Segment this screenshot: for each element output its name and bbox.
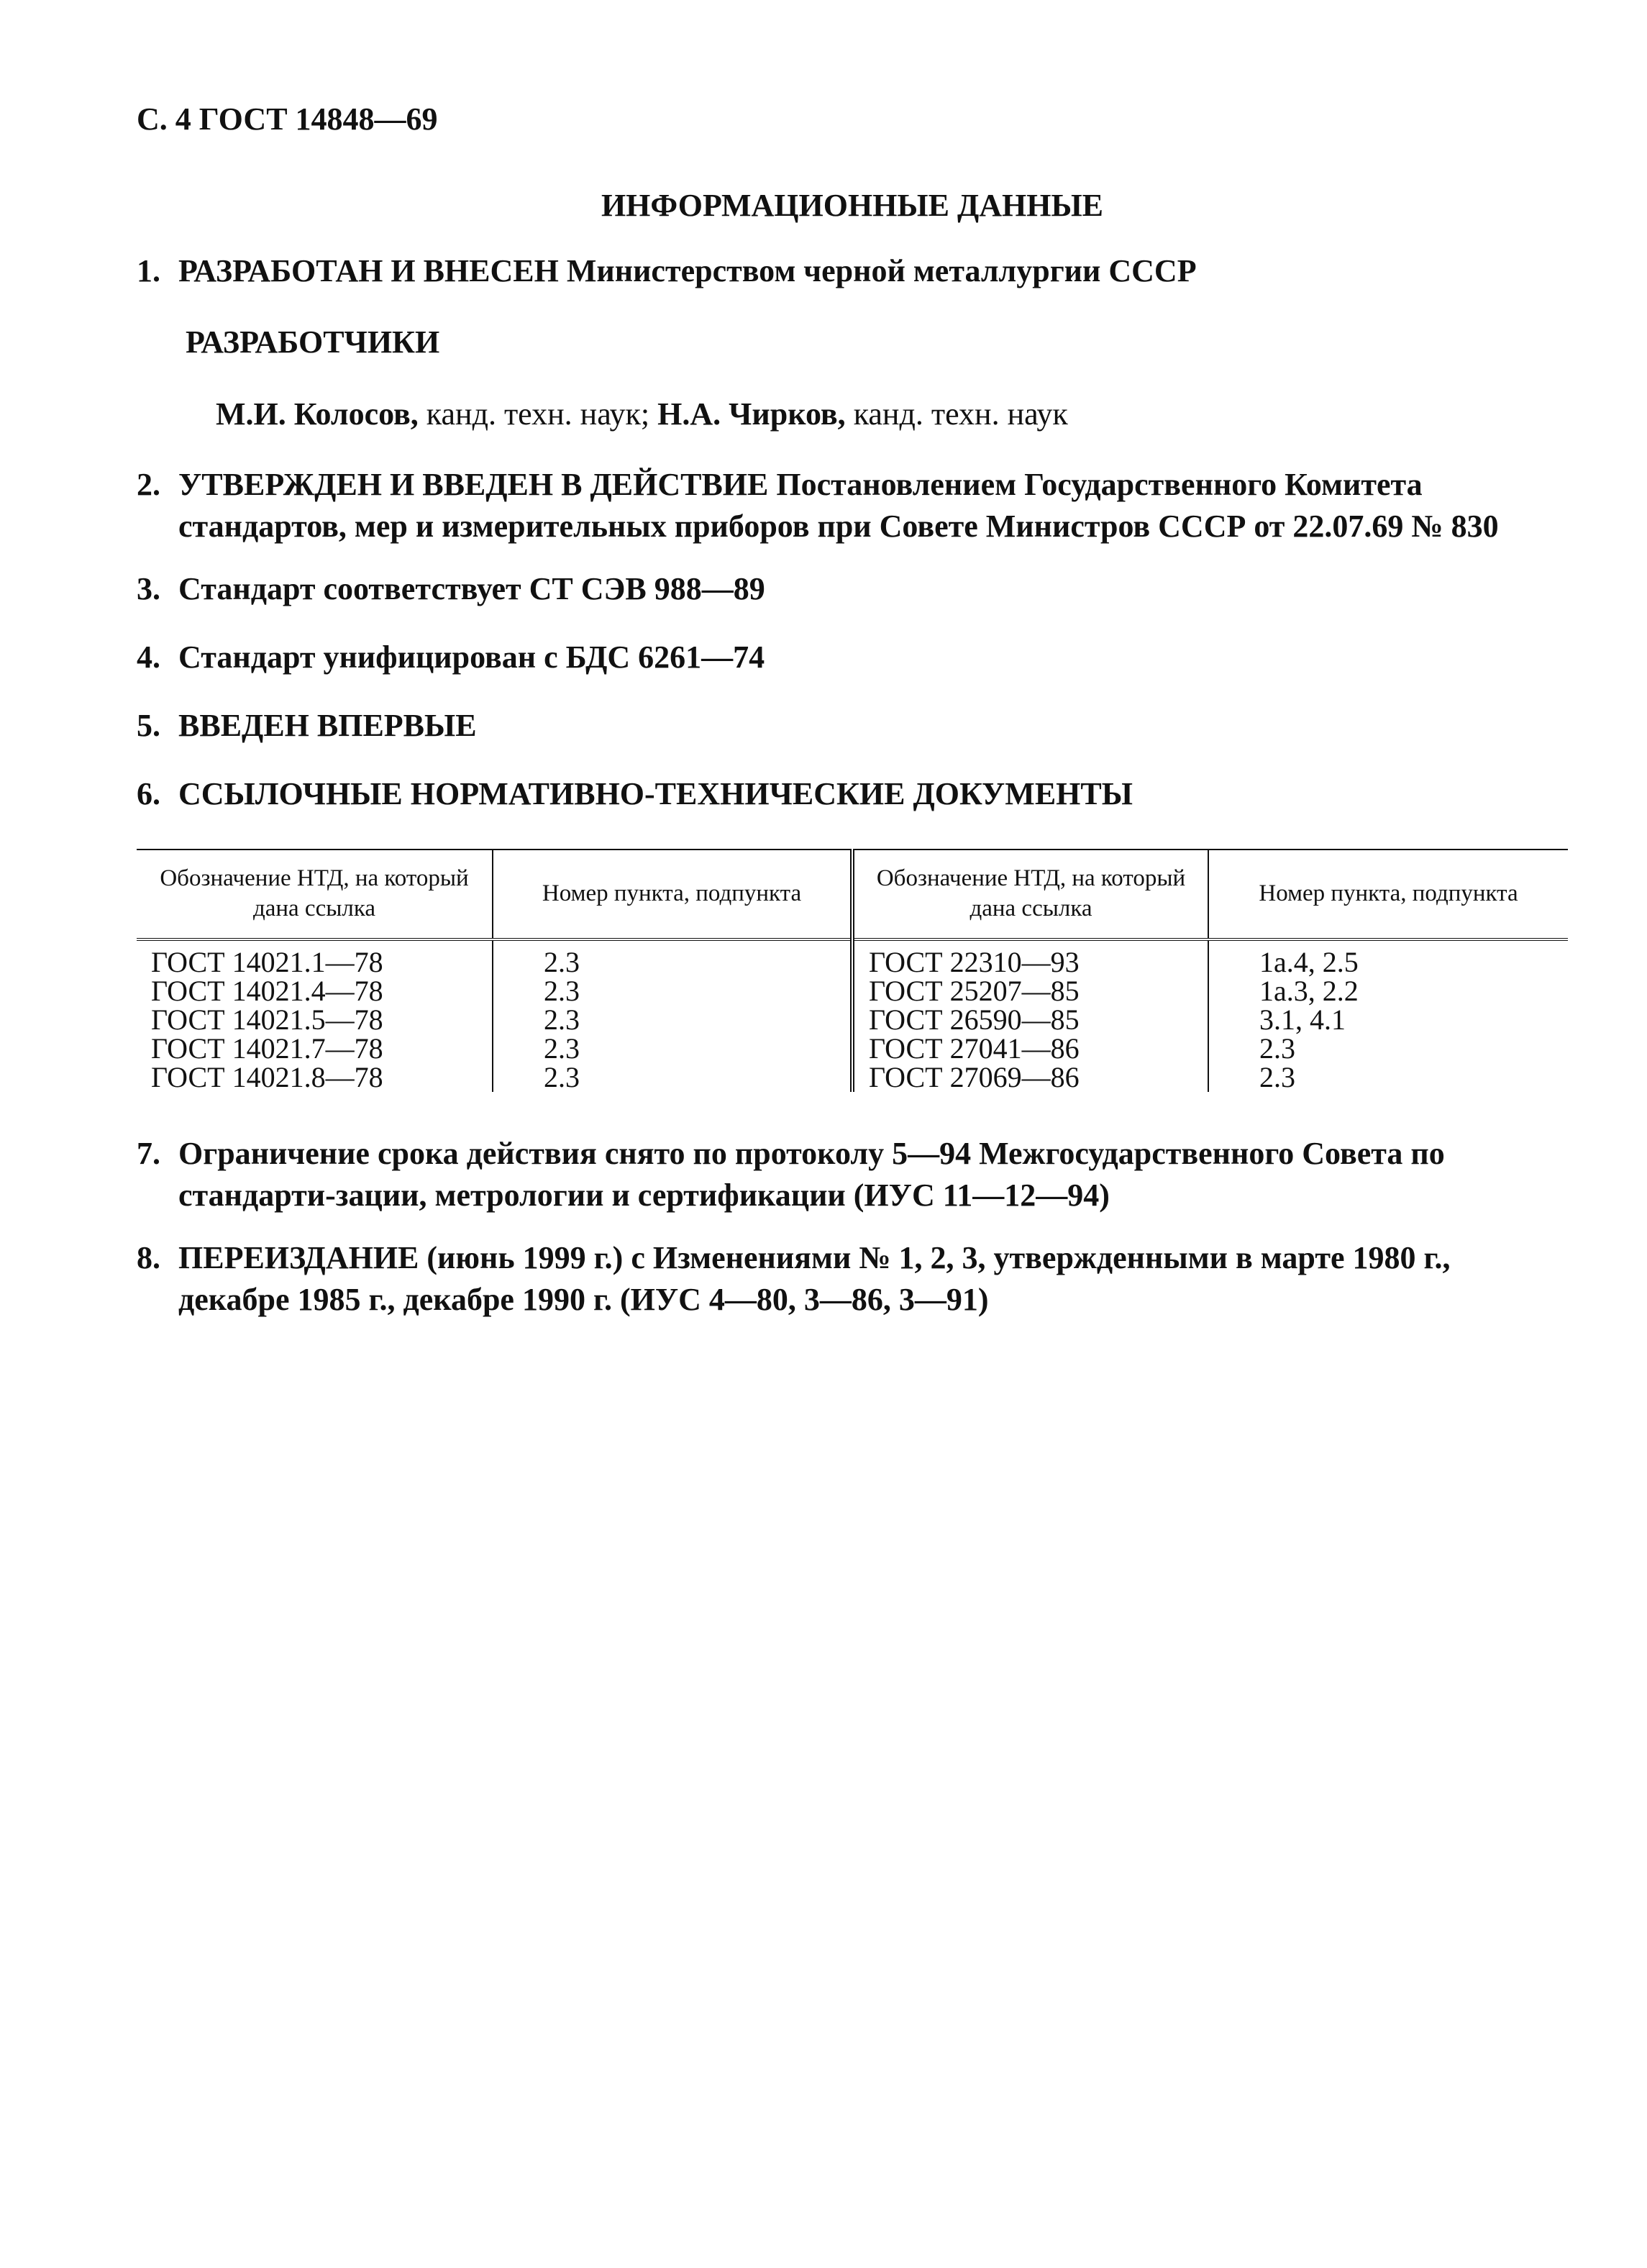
developer-name: М.И. Колосов, [216,396,419,432]
table-cell: 2.3 [1208,1063,1568,1092]
item-8 [137,1237,1568,1321]
table-cell: ГОСТ 26590—85 [852,1006,1208,1034]
table-cell: 1а.3, 2.2 [1208,977,1568,1006]
item-number: 5. [137,708,160,743]
item-5 [137,705,1568,747]
item-number: 6. [137,776,160,811]
table-row [137,1006,1568,1034]
item-7 [137,1133,1568,1216]
item-1 [137,250,1568,292]
page-header: С. 4 ГОСТ 14848—69 [137,101,438,137]
table-row [137,1034,1568,1063]
table-cell: ГОСТ 25207—85 [852,977,1208,1006]
developer-title: канд. техн. наук; [418,396,658,432]
page-title: ИНФОРМАЦИОННЫЕ ДАННЫЕ [601,188,1104,223]
references-table [137,849,1568,1092]
developers-list [216,396,1068,432]
table-cell: ГОСТ 27069—86 [852,1063,1208,1092]
item-number: 7. [137,1136,160,1171]
item-text: Ограничение срока действия снято по протоколу 5—94 Межгосударственного Совета по стандарти-зации, метрологии и сертификации (ИУС 11—12—94) [178,1136,1445,1213]
table-row [137,977,1568,1006]
item-number: 8. [137,1240,160,1275]
item-number: 1. [137,253,160,288]
table-row [137,1063,1568,1092]
item-text: ВВЕДЕН ВПЕРВЫЕ [178,708,477,743]
table-cell: 1а.4, 2.5 [1208,939,1568,977]
table-cell: ГОСТ 14021.5—78 [151,1003,383,1036]
table-cell: 2.3 [493,939,852,977]
table-cell: 3.1, 4.1 [1208,1006,1568,1034]
developer-title: канд. техн. наук [845,396,1068,432]
item-6 [137,773,1568,815]
column-header: Номер пункта, подпункта [1208,850,1568,939]
table-row [137,939,1568,977]
item-number: 3. [137,571,160,606]
column-header: Обозначение НТД, на который дана ссылка [852,850,1208,939]
item-text: УТВЕРЖДЕН И ВВЕДЕН В ДЕЙСТВИЕ Постановлением Государственного Комитета стандартов, мер и измерительных приборов при Совете Министров СССР от 22.07.69 № 830 [178,467,1499,544]
table-cell: 2.3 [1208,1034,1568,1063]
column-header: Обозначение НТД, на который дана ссылка [137,850,493,939]
column-header: Номер пункта, подпункта [493,850,852,939]
table-cell: ГОСТ 22310—93 [852,939,1208,977]
table-cell: 2.3 [493,1063,852,1092]
item-number: 2. [137,467,160,502]
developer-name: Н.А. Чирков, [657,396,846,432]
item-text: Стандарт соответствует СТ СЭВ 988—89 [178,571,765,606]
item-text: ССЫЛОЧНЫЕ НОРМАТИВНО-ТЕХНИЧЕСКИЕ ДОКУМЕНТЫ [178,776,1133,811]
table-cell: 2.3 [493,1006,852,1034]
item-text: ПЕРЕИЗДАНИЕ (июнь 1999 г.) с Изменениями № 1, 2, 3, утвержденными в марте 1980 г., декабре 1985 г., декабре 1990 г. (ИУС 4—80, 3—86, 3—91) [178,1240,1451,1317]
item-number: 4. [137,639,160,675]
table-cell: 2.3 [493,977,852,1006]
table-cell: 2.3 [493,1034,852,1063]
item-4 [137,637,1568,678]
table-cell: ГОСТ 14021.7—78 [151,1032,383,1065]
item-text: Стандарт унифицирован с БДС 6261—74 [178,639,765,675]
table-cell: ГОСТ 14021.4—78 [151,975,383,1007]
item-3 [137,568,1568,610]
table-cell: ГОСТ 14021.1—78 [151,946,383,978]
item-2 [137,464,1568,547]
table-cell: ГОСТ 14021.8—78 [151,1061,383,1093]
developers-heading: РАЗРАБОТЧИКИ [186,324,440,360]
table-cell: ГОСТ 27041—86 [852,1034,1208,1063]
table-header-row [137,850,1568,939]
item-text: РАЗРАБОТАН И ВНЕСЕН Министерством черной металлургии СССР [178,253,1197,288]
